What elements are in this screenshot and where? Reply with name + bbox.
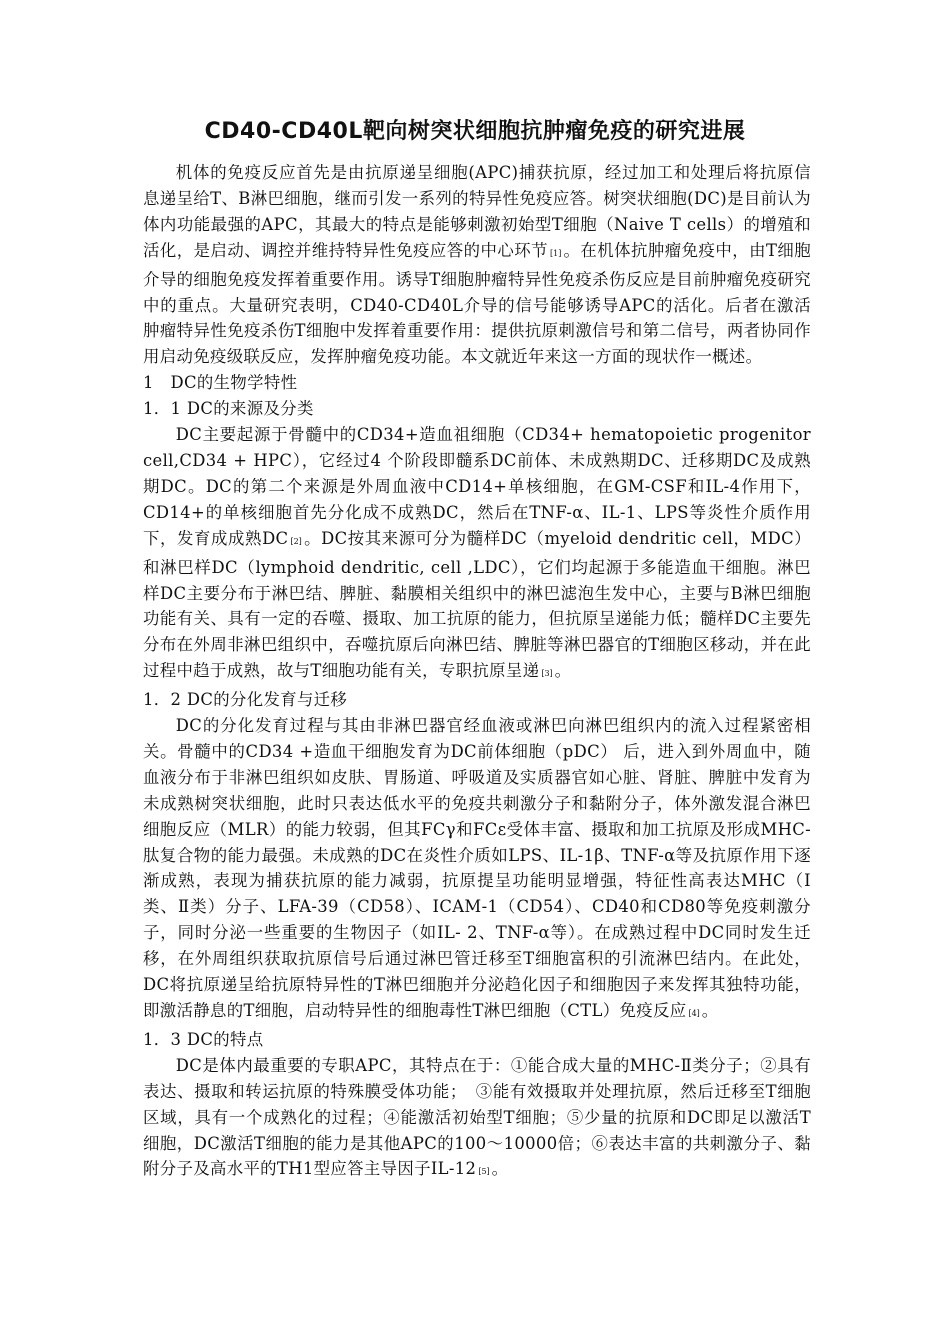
intro-text-2: 。在机体抗肿瘤免疫中，由T细胞介导的细胞免疫发挥着重要作用。诱导T细胞肿瘤特异性免疫杀伤反应是目前肿瘤免疫研究中的重点。大量研究表明，CD40-CD40L介导的信号能够诱导APC的活化。后者在激活肿瘤特异性免疫杀伤T细胞中发挥着重要作用：提供抗原刺激信号和第二信号，两者协同作用启动免疫级联反应，发挥肿瘤免疫功能。本文就近年来这一方面的现状作一概述。 [143, 240, 812, 367]
section-1-1-text-1: DC主要起源于骨髓中的CD34+造血祖细胞（CD34+ hematopoietic progenitor cell,CD34 + HPC），它经过4 个阶段即髓系DC前体、未成熟期DC、迁移期DC及成熟期DC。DC的第二个来源是外周血液中CD14+单核细胞，在GM-CSF和IL-4作用下，CD14+的单核细胞首先分化成不成熟DC，然后在TNF-α、IL-1、LPS等炎性介质作用下，发育成成熟DC [143, 425, 811, 548]
intro-paragraph [143, 160, 811, 370]
section-1-1-text-3: 。 [554, 661, 572, 681]
section-heading-1-3: 1．3 DC的特点 [143, 1029, 264, 1049]
section-heading-1-1: 1．1 DC的来源及分类 [143, 399, 314, 419]
intro-text-1: 机体的免疫反应首先是由抗原递呈细胞(APC)捕获抗原，经过加工和处理后将抗原信息递呈给T、B淋巴细胞，继而引发一系列的特异性免疫应答。树突状细胞(DC)是目前认为体内功能最强的APC，其最大的特点是能够刺激初始型T细胞（Naive T cells）的增殖和活化，是启动、调控并维持特异性免疫应答的中心环节 [143, 163, 811, 260]
citation-ref-5: [5] [478, 1167, 490, 1177]
section-1-2-paragraph [143, 713, 811, 1027]
section-1-2-text-2: 。 [701, 1001, 719, 1020]
citation-ref-2: [2] [290, 536, 302, 546]
section-1-3-text-2: 。 [491, 1159, 509, 1179]
section-heading-1-2: 1．2 DC的分化发育与迁移 [143, 690, 348, 710]
section-1-1-text-2: 。DC按其来源可分为髓样DC（myeloid dendritic cell，MDC）和淋巴样DC（lymphoid dendritic, cell ,LDC），它们均起源于多能造血干细胞。淋巴样DC主要分布于淋巴结、脾脏、黏膜相关组织中的淋巴滤泡生发中心，主要与B淋巴细胞功能有关、具有一定的吞噬、摄取、加工抗原的能力，但抗原呈递能力低；髓样DC主要先分布在外周非淋巴组织中，吞噬抗原后向淋巴结、脾脏等淋巴器官的T细胞区移动，并在此过程中趋于成熟，故与T细胞功能有关，专职抗原呈递 [143, 528, 811, 681]
section-1-2-text-1: DC的分化发育过程与其由非淋巴器官经血液或淋巴向淋巴组织内的流入过程紧密相关。骨髓中的CD34 +造血干细胞发育为DC前体细胞（pDC） 后，进入到外周血中，随血液分布于非淋巴组织如皮肤、胃肠道、呼吸道及实质器官如心脏、肾脏、脾脏中发育为未成熟树突状细胞，此时只表达低水平的免疫共刺激分子和黏附分子，体外激发混合淋巴细胞反应（MLR）的能力较弱，但其FCγ和FCε受体丰富、摄取和加工抗原及形成MHC-肽复合物的能力最强。未成熟的DC在炎性介质如LPS、IL-1β、TNF-α等及抗原作用下逐渐成熟，表现为捕获抗原的能力减弱，抗原提呈功能明显增强，特征性高表达MHC（Ⅰ类、Ⅱ类）分子、LFA-39（CD58）、ICAM-1（CD54）、CD40和CD80等免疫刺激分子，同时分泌一些重要的生物因子（如IL- 2、TNF-α等）。在成熟过程中DC同时发生迁移，在外周组织获取抗原信号后通过淋巴管迁移至T细胞富积的引流淋巴结内。在此处，DC将抗原递呈给抗原特异性的T淋巴细胞并分泌趋化因子和细胞因子来发挥其独特功能，即激活静息的T细胞，启动特异性的细胞毒性T淋巴细胞（CTL）免疫反应 [143, 716, 811, 1020]
section-1-3-paragraph [143, 1053, 811, 1186]
document-body [143, 160, 811, 1185]
section-heading-1: 1 DC的生物学特性 [143, 373, 298, 393]
section-1-1-paragraph [143, 422, 811, 687]
citation-ref-4: [4] [688, 1009, 700, 1018]
section-1-3-text-1: DC是体内最重要的专职APC，其特点在于：①能合成大量的MHC-Ⅱ类分子；②具有表达、摄取和转运抗原的特殊膜受体功能； ③能有效摄取并处理抗原，然后迁移至T细胞区域，具有一个成熟化的过程；④能激活初始型T细胞；⑤少量的抗原和DC即足以激活T细胞，DC激活T细胞的能力是其他APC的100～10000倍；⑥表达丰富的共刺激分子、黏附分子及高水平的TH1型应答主导因子IL-12 [143, 1055, 811, 1179]
document-title: CD40-CD40L靶向树突状细胞抗肿瘤免疫的研究进展 [204, 119, 746, 144]
citation-ref-3: [3] [541, 669, 553, 679]
citation-ref-1: [1] [550, 248, 562, 258]
